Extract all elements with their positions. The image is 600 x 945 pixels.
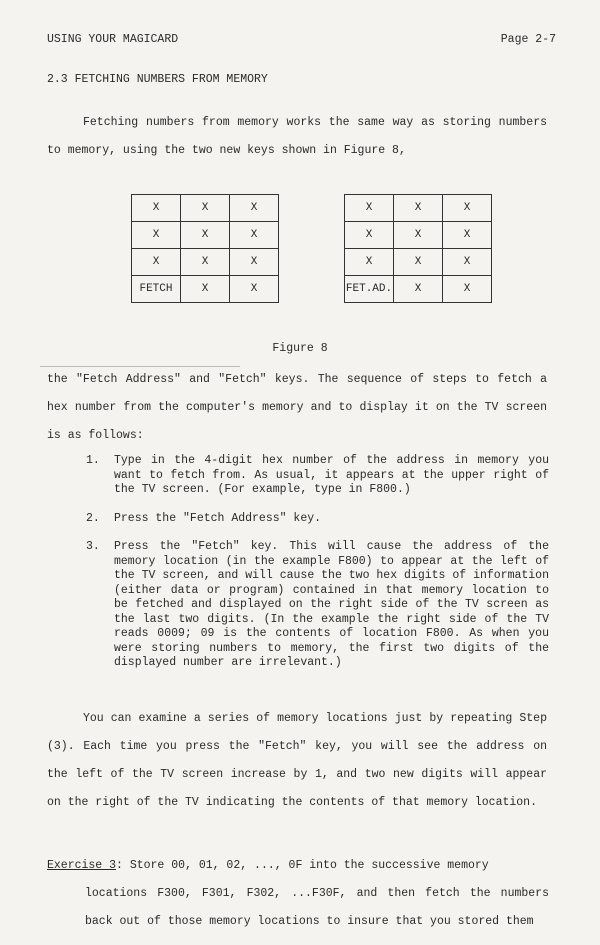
step-item	[86, 454, 549, 498]
grid-cell: X	[132, 195, 181, 222]
step-text: Press the "Fetch" key. This will cause the address of the memory location (in the example F800) to appear at the left of the TV screen, and will cause the two hex digits of information (either data or program) contained in that memory location to be fetched and displayed on the right side of the TV screen as the last two digits. (In the example the right side of the TV reads 0009; 09 is the contents of location F800. As when you were storing numbers to memory, the first two digits of the displayed number are irrelevant.)	[114, 540, 549, 669]
grid-cell: X	[443, 249, 492, 276]
step-number: 1.	[86, 454, 100, 467]
grid-row	[345, 222, 492, 249]
intro-paragraph	[47, 109, 547, 165]
grid-cell: X	[443, 195, 492, 222]
exercise-label: Exercise 3	[47, 859, 117, 872]
grid-cell: X	[230, 249, 279, 276]
examine-paragraph	[47, 705, 547, 817]
step-text: Type in the 4-digit hex number of the address in memory you want to fetch from. As usual, it appears at the upper right of the TV screen. (For example, type in F800.)	[114, 454, 549, 496]
grid-cell: X	[132, 222, 181, 249]
grid-row	[345, 195, 492, 222]
grid-cell: X	[394, 249, 443, 276]
grid-cell: X	[345, 249, 394, 276]
examine-text: You can examine a series of memory locations just by repeating Step (3). Each time you press the "Fetch" key, you will see the address on the left of the TV screen increase by 1, and two new digits will appear on the right of the TV indicating the contents of that memory location.	[47, 712, 547, 809]
grid-cell: X	[345, 195, 394, 222]
running-header-title: USING YOUR MAGICARD	[47, 33, 179, 46]
grid-cell: X	[181, 195, 230, 222]
figure-caption: Figure 8	[272, 342, 328, 355]
grid-cell: X	[345, 222, 394, 249]
grid-cell: X	[132, 249, 181, 276]
grid-cell: X	[394, 276, 443, 303]
grid-cell: X	[230, 195, 279, 222]
grid-row	[345, 249, 492, 276]
grid-cell: X	[394, 222, 443, 249]
step-text: Press the "Fetch Address" key.	[114, 511, 322, 525]
section-title: 2.3 FETCHING NUMBERS FROM MEMORY	[47, 73, 268, 86]
step-item	[86, 540, 549, 671]
grid-cell: X	[181, 249, 230, 276]
exercise-continuation: locations F300, F301, F302, ...F30F, and then fetch the numbers back out of those memory locations to insure that you stored them	[85, 887, 549, 928]
grid-row	[132, 195, 279, 222]
grid-row	[132, 276, 279, 303]
grid-cell: X	[443, 276, 492, 303]
after-figure-paragraph: the "Fetch Address" and "Fetch" keys. The sequence of steps to fetch a hex number from the computer's memory and to display it on the TV screen is as follows:	[47, 373, 547, 442]
grid-cell: X	[230, 222, 279, 249]
steps-list	[86, 454, 549, 685]
page-number: Page 2-7	[500, 33, 556, 46]
grid-cell: X	[181, 222, 230, 249]
intro-text: Fetching numbers from memory works the same way as storing numbers to memory, using the two new keys shown in Figure 8,	[47, 116, 547, 157]
exercise-block	[47, 852, 549, 936]
grid-row	[132, 222, 279, 249]
grid-row	[345, 276, 492, 303]
grid-cell: X	[230, 276, 279, 303]
step-item	[86, 512, 549, 527]
fetch-keypad-grid	[131, 194, 279, 303]
grid-cell: X	[443, 222, 492, 249]
grid-cell: X	[181, 276, 230, 303]
exercise-line1: : Store 00, 01, 02, ..., 0F into the successive memory	[116, 859, 489, 872]
grid-cell: FETCH	[132, 276, 181, 303]
grid-cell: X	[394, 195, 443, 222]
step-number: 2.	[86, 511, 100, 525]
step-number: 3.	[86, 540, 100, 553]
fetch-address-keypad-grid	[344, 194, 492, 303]
grid-row	[132, 249, 279, 276]
grid-cell: FET.AD.	[345, 276, 394, 303]
